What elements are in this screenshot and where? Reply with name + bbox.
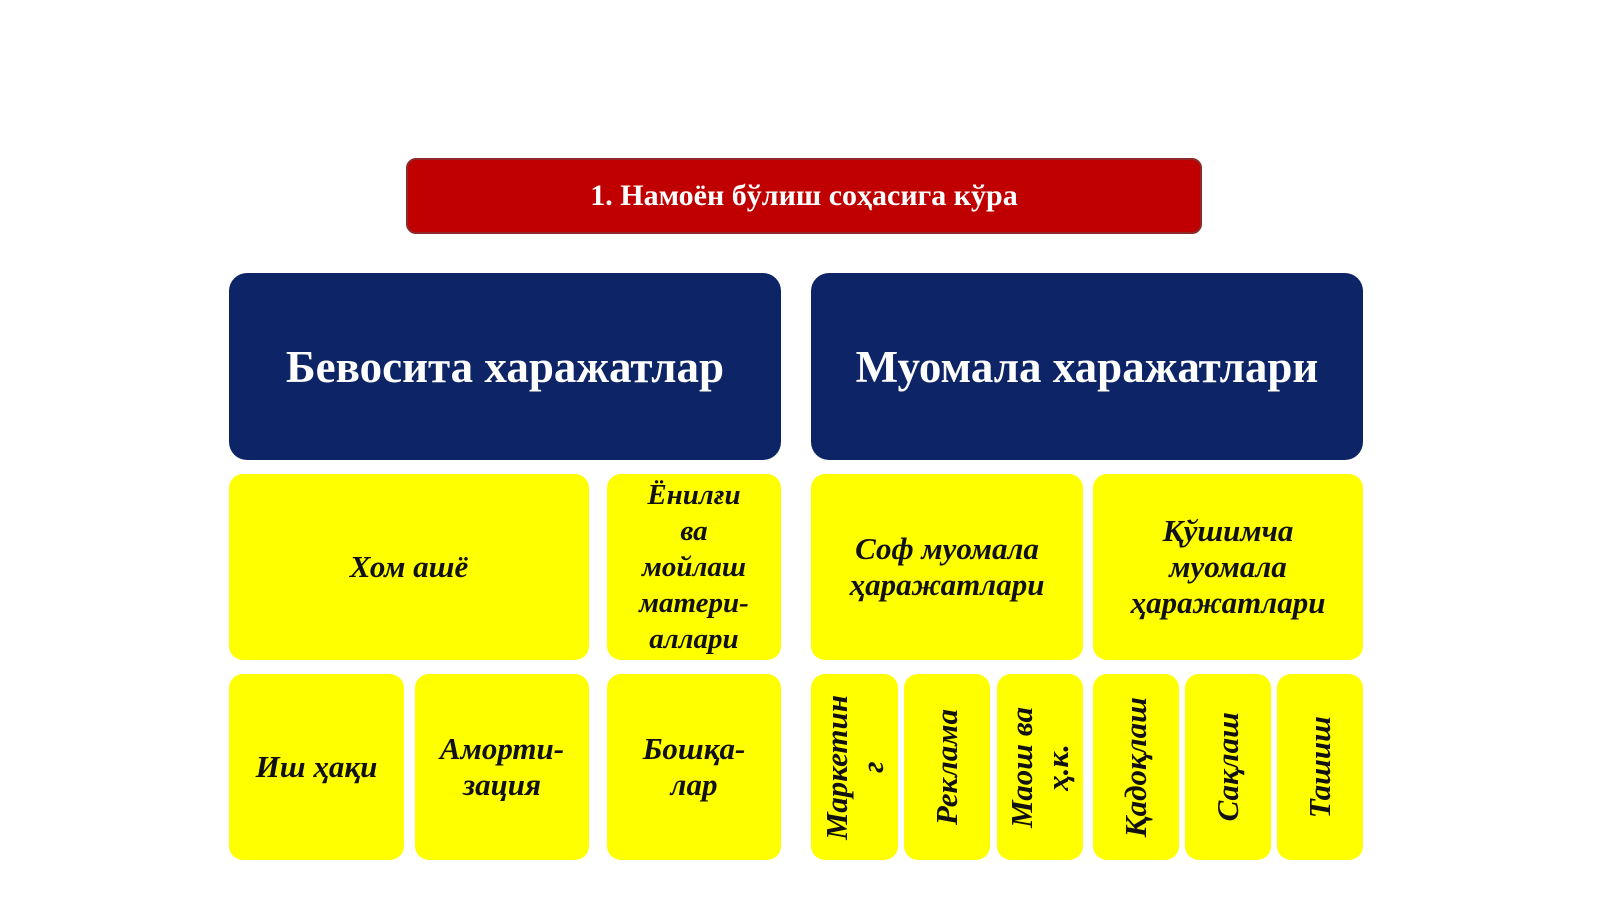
cell-transport bbox=[1277, 674, 1363, 860]
cell-fuel-lubricants: Ёнилғи ва мойлаш матери- аллари bbox=[607, 474, 781, 660]
cell-salary-etc bbox=[997, 674, 1083, 860]
cell-net-circulation-costs: Соф муомала ҳаражатлари bbox=[811, 474, 1083, 660]
cell-packaging bbox=[1093, 674, 1179, 860]
cell-packaging-label: Қадоқлаш bbox=[1118, 696, 1153, 838]
cell-advertising bbox=[904, 674, 990, 860]
cell-salary-etc-label: Маош ва ҳ.к. bbox=[1004, 706, 1075, 828]
cell-others: Бошқа- лар bbox=[607, 674, 781, 860]
cell-wages: Иш ҳақи bbox=[229, 674, 404, 860]
cell-storage-label: Сақлаш bbox=[1210, 712, 1245, 822]
cell-storage bbox=[1185, 674, 1271, 860]
cell-advertising-label: Реклама bbox=[929, 708, 964, 826]
cell-raw-materials: Хом ашё bbox=[229, 474, 589, 660]
cell-additional-circulation-costs: Қўшимча муомала ҳаражатлари bbox=[1093, 474, 1363, 660]
header-direct-costs: Бевосита харажатлар bbox=[229, 273, 781, 460]
cell-marketing bbox=[811, 674, 898, 860]
header-circulation-costs: Муомала харажатлари bbox=[811, 273, 1363, 460]
cell-depreciation: Аморти- зация bbox=[415, 674, 589, 860]
cell-transport-label: Ташиш bbox=[1302, 715, 1337, 819]
cell-marketing-label: Маркетин г bbox=[818, 694, 890, 840]
diagram-title: 1. Намоён бўлиш соҳасига кўра bbox=[406, 158, 1202, 234]
